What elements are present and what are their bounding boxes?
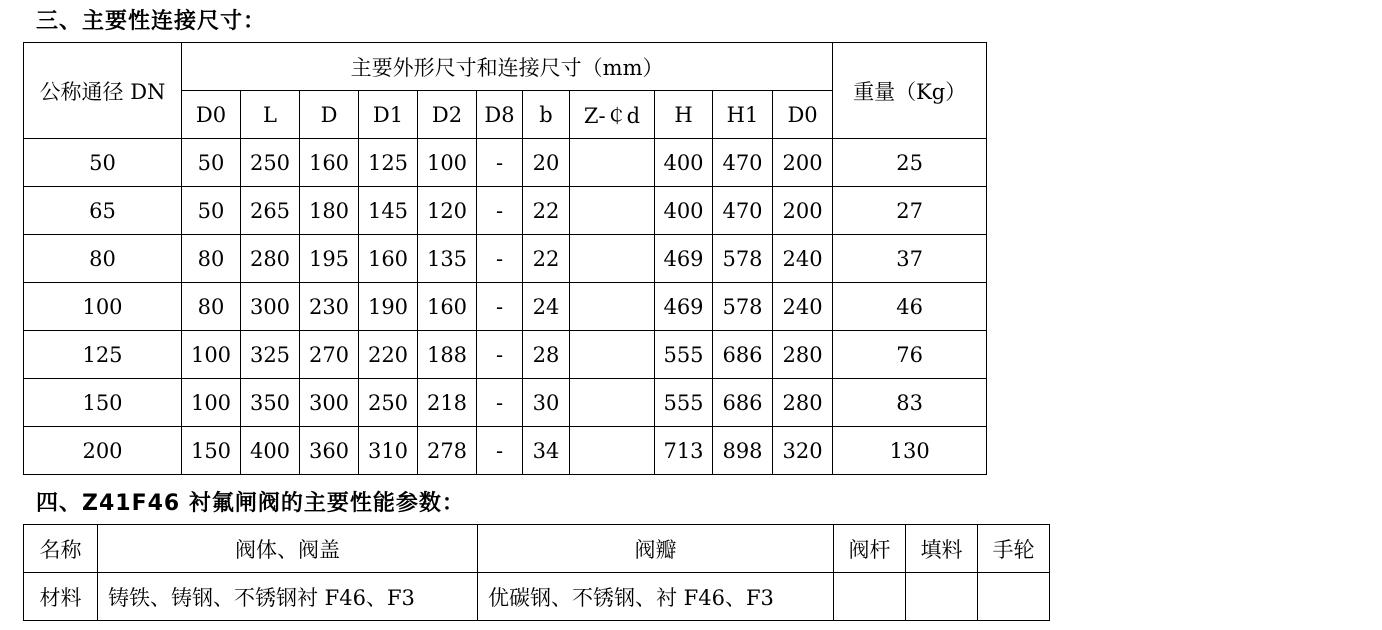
table-cell: 250 bbox=[241, 139, 300, 187]
perf-data-cell: 铸铁、铸钢、不锈钢衬 F46、F3 bbox=[98, 573, 478, 621]
table-cell: 190 bbox=[359, 283, 418, 331]
perf-data-cell bbox=[906, 573, 978, 621]
sub-header-cell: D8 bbox=[477, 91, 523, 139]
perf-header-cell: 阀体、阀盖 bbox=[98, 525, 478, 573]
perf-data-cell: 优碳钢、不锈钢、衬 F46、F3 bbox=[478, 573, 834, 621]
table-cell: 555 bbox=[655, 379, 713, 427]
table-cell: - bbox=[477, 283, 523, 331]
sub-header-cell: H1 bbox=[713, 91, 773, 139]
performance-table bbox=[23, 524, 1050, 621]
table-cell: 400 bbox=[655, 139, 713, 187]
table-cell: 120 bbox=[418, 187, 477, 235]
perf-data-cell: 材料 bbox=[24, 573, 98, 621]
table-cell: 300 bbox=[300, 379, 359, 427]
table-cell: 280 bbox=[773, 379, 833, 427]
table-cell: 37 bbox=[833, 235, 987, 283]
table-cell: 278 bbox=[418, 427, 477, 475]
table-cell: 188 bbox=[418, 331, 477, 379]
table-cell: 27 bbox=[833, 187, 987, 235]
sub-header-cell: D bbox=[300, 91, 359, 139]
perf-header-cell: 名称 bbox=[24, 525, 98, 573]
table-cell: 898 bbox=[713, 427, 773, 475]
table-cell: 686 bbox=[713, 331, 773, 379]
table-cell: 320 bbox=[773, 427, 833, 475]
table-cell: 713 bbox=[655, 427, 713, 475]
table-cell: 25 bbox=[833, 139, 987, 187]
table-cell: 400 bbox=[241, 427, 300, 475]
table-cell: 555 bbox=[655, 331, 713, 379]
table-cell: 24 bbox=[523, 283, 570, 331]
table-cell: 80 bbox=[24, 235, 182, 283]
table-cell: 65 bbox=[24, 187, 182, 235]
table-cell bbox=[570, 139, 655, 187]
table-cell: 578 bbox=[713, 283, 773, 331]
table-cell bbox=[570, 187, 655, 235]
table-cell: 100 bbox=[182, 379, 241, 427]
sub-header-cell: L bbox=[241, 91, 300, 139]
table-row bbox=[24, 283, 987, 331]
table-cell: 360 bbox=[300, 427, 359, 475]
table-cell: 240 bbox=[773, 283, 833, 331]
perf-header-cell: 阀杆 bbox=[834, 525, 906, 573]
table-cell: 280 bbox=[241, 235, 300, 283]
sub-header-cell: D1 bbox=[359, 91, 418, 139]
dn-header: 公称通径 DN bbox=[24, 43, 182, 139]
table-cell bbox=[570, 331, 655, 379]
table-cell: 265 bbox=[241, 187, 300, 235]
table-cell: 22 bbox=[523, 187, 570, 235]
sub-header-cell: D2 bbox=[418, 91, 477, 139]
perf-header-cell: 填料 bbox=[906, 525, 978, 573]
table-cell: 250 bbox=[359, 379, 418, 427]
table-cell: - bbox=[477, 187, 523, 235]
table-cell: 20 bbox=[523, 139, 570, 187]
table-cell bbox=[570, 283, 655, 331]
table-cell: 220 bbox=[359, 331, 418, 379]
sub-header-cell: b bbox=[523, 91, 570, 139]
table-cell: 30 bbox=[523, 379, 570, 427]
table-cell: 28 bbox=[523, 331, 570, 379]
table-cell bbox=[570, 379, 655, 427]
table-cell: 218 bbox=[418, 379, 477, 427]
table-row bbox=[24, 139, 987, 187]
table-cell: 180 bbox=[300, 187, 359, 235]
table-cell: 240 bbox=[773, 235, 833, 283]
table-cell: - bbox=[477, 139, 523, 187]
table-cell: 195 bbox=[300, 235, 359, 283]
table-cell: 200 bbox=[24, 427, 182, 475]
table-row bbox=[24, 187, 987, 235]
table-row bbox=[24, 427, 987, 475]
table-cell: 150 bbox=[182, 427, 241, 475]
table-row bbox=[24, 235, 987, 283]
table-cell: 400 bbox=[655, 187, 713, 235]
table-cell: 350 bbox=[241, 379, 300, 427]
sub-header-cell: Z-￠d bbox=[570, 91, 655, 139]
table-cell: 34 bbox=[523, 427, 570, 475]
table-cell: 130 bbox=[833, 427, 987, 475]
table-cell: - bbox=[477, 379, 523, 427]
table-cell: 50 bbox=[182, 139, 241, 187]
table-cell: 76 bbox=[833, 331, 987, 379]
table-cell: 83 bbox=[833, 379, 987, 427]
table-cell: 270 bbox=[300, 331, 359, 379]
table-cell: 22 bbox=[523, 235, 570, 283]
table-row bbox=[24, 331, 987, 379]
section4-title: 四、Z41F46 衬氟闸阀的主要性能参数： bbox=[36, 491, 465, 516]
table-cell: 125 bbox=[24, 331, 182, 379]
table-cell: 300 bbox=[241, 283, 300, 331]
table-cell: 469 bbox=[655, 235, 713, 283]
table-cell: 686 bbox=[713, 379, 773, 427]
table-cell: 135 bbox=[418, 235, 477, 283]
table-cell: 50 bbox=[24, 139, 182, 187]
perf-data-cell bbox=[834, 573, 906, 621]
table-cell: 200 bbox=[773, 139, 833, 187]
table-cell bbox=[570, 235, 655, 283]
table-cell: 578 bbox=[713, 235, 773, 283]
perf-header-cell: 手轮 bbox=[978, 525, 1050, 573]
perf-header-cell: 阀瓣 bbox=[478, 525, 834, 573]
section3-title: 三、主要性连接尺寸： bbox=[36, 9, 267, 34]
sub-header-cell: D0 bbox=[182, 91, 241, 139]
table-cell: 150 bbox=[24, 379, 182, 427]
table-cell: 160 bbox=[418, 283, 477, 331]
dimension-group-header: 主要外形尺寸和连接尺寸（mm） bbox=[182, 43, 833, 91]
table-cell: 80 bbox=[182, 235, 241, 283]
sub-header-cell: H bbox=[655, 91, 713, 139]
table-cell: 469 bbox=[655, 283, 713, 331]
dimensions-table bbox=[23, 42, 987, 475]
table-cell: - bbox=[477, 235, 523, 283]
table-cell: 100 bbox=[182, 331, 241, 379]
sub-header-cell: D0 bbox=[773, 91, 833, 139]
table-cell: 145 bbox=[359, 187, 418, 235]
table-cell: - bbox=[477, 331, 523, 379]
table-cell: 160 bbox=[359, 235, 418, 283]
table-cell: 80 bbox=[182, 283, 241, 331]
table-cell bbox=[570, 427, 655, 475]
table-cell: 310 bbox=[359, 427, 418, 475]
table-row bbox=[24, 379, 987, 427]
weight-header: 重量（Kg） bbox=[833, 43, 987, 139]
table-cell: 46 bbox=[833, 283, 987, 331]
table-cell: 100 bbox=[24, 283, 182, 331]
table-cell: 470 bbox=[713, 187, 773, 235]
table-cell: 280 bbox=[773, 331, 833, 379]
table-cell: 100 bbox=[418, 139, 477, 187]
table-cell: 200 bbox=[773, 187, 833, 235]
table-cell: 160 bbox=[300, 139, 359, 187]
table-cell: 325 bbox=[241, 331, 300, 379]
perf-data-cell bbox=[978, 573, 1050, 621]
table-cell: 470 bbox=[713, 139, 773, 187]
table-cell: - bbox=[477, 427, 523, 475]
table-cell: 230 bbox=[300, 283, 359, 331]
table-cell: 50 bbox=[182, 187, 241, 235]
table-cell: 125 bbox=[359, 139, 418, 187]
